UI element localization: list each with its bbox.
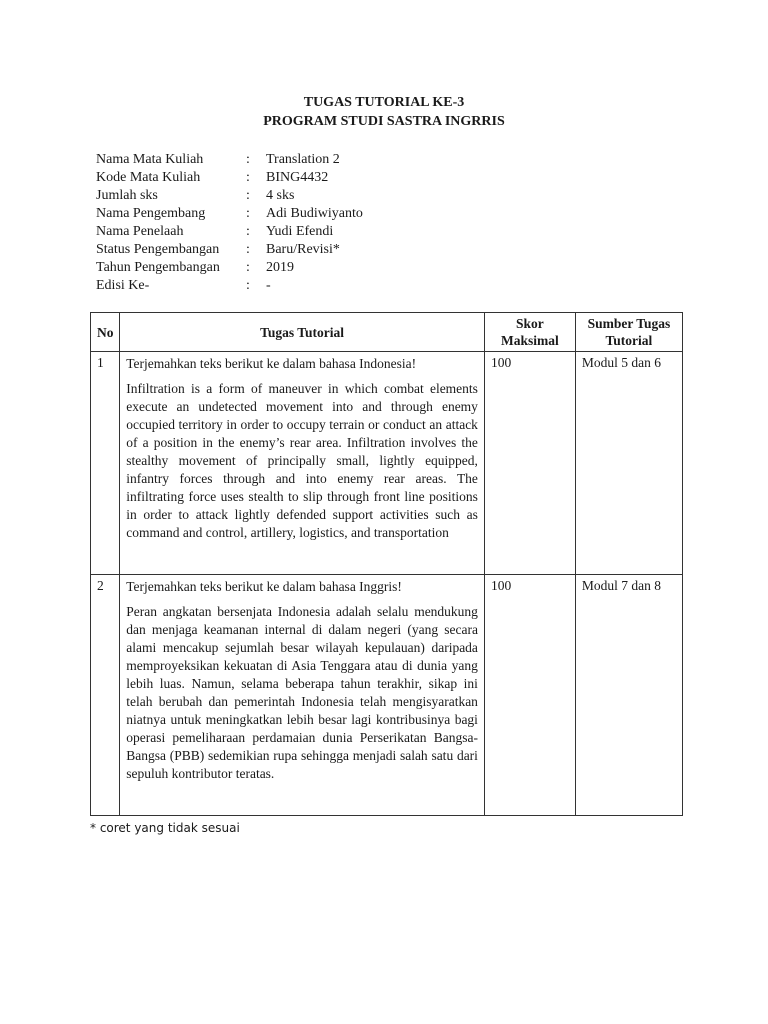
task-source: Modul 5 dan 6 [575,352,682,575]
course-info-value: - [266,278,271,293]
course-info-row [96,187,566,205]
task-cell [120,575,485,816]
document-title-line2: PROGRAM STUDI SASTRA INGRRIS [263,114,505,129]
course-info-label: Kode Mata Kuliah [96,170,201,185]
task-score: 100 [484,575,575,816]
colon: : [246,170,250,185]
colon: : [246,242,250,257]
course-info-row [96,169,566,187]
course-info-value: 4 sks [266,188,295,203]
task-passage: Infiltration is a form of maneuver in which combat elements execute an undetected movement into and through enemy occupied territory in order to occupy terrain or conduct an attack of a position in the enemy’s rear area. Infiltration involves the stealthy movement of principally small, lightly equipped, infantry forces through and into enemy rear areas. The infiltrating force uses stealth to slip through front line positions in order to attack lightly defended support activities such as command and control, artillery, logistics, and transportation [126,381,478,540]
table-row [91,575,683,816]
task-source: Modul 7 dan 8 [575,575,682,816]
course-info-value: Baru/Revisi* [266,242,340,257]
course-info-value: 2019 [266,260,294,275]
course-info-row [96,241,566,259]
colon: : [246,278,250,293]
task-instruction: Terjemahkan teks berikut ke dalam bahasa Inggris! [126,579,402,594]
course-info [96,151,566,295]
task-score: 100 [484,352,575,575]
course-info-label: Jumlah sks [96,188,158,203]
course-info-value: Translation 2 [266,152,340,167]
header-skor: Skor Maksimal [484,313,575,352]
course-info-value: BING4432 [266,170,329,185]
course-info-label: Nama Mata Kuliah [96,152,204,167]
task-passage: Peran angkatan bersenjata Indonesia adalah selalu mendukung dan menjaga keamanan internal di dalam negeri (yang secara alami mencakup sejumlah besar wilayah kepulauan) daripada memproyeksikan kekuatan di Asia Tenggara atau di dunia yang lebih luas. Namun, selama beberapa tahun terakhir, sikap ini telah berubah dan pemerintah Indonesia telah mengisyaratkan niatnya untuk meningkatkan lebih besar lagi kontribusinya bagi operasi pemeliharaan perdamaian dunia Perserikatan Bangsa-Bangsa (PBB) sedemikian rupa sehingga menjadi salah satu dari sepuluh kontributor teratas. [126,604,478,781]
tutorial-task-table [90,312,683,816]
course-info-label: Nama Penelaah [96,224,184,239]
course-info-row [96,151,566,169]
course-info-row [96,205,566,223]
header-task: Tugas Tutorial [120,313,485,352]
colon: : [246,260,250,275]
header-source: Sumber Tugas Tutorial [575,313,682,352]
document-title-line1: TUGAS TUTORIAL KE-3 [303,95,465,110]
course-info-label: Status Pengembangan [96,242,220,257]
task-number: 1 [91,352,120,575]
course-info-row [96,223,566,241]
task-instruction: Terjemahkan teks berikut ke dalam bahasa Indonesia! [126,356,417,371]
colon: : [246,188,250,203]
table-header-row [91,313,683,352]
task-number: 2 [91,575,120,816]
course-info-value: Adi Budiwiyanto [266,206,363,221]
course-info-value: Yudi Efendi [266,224,334,239]
task-cell [120,352,485,575]
header-no: No [91,313,120,352]
colon: : [246,206,250,221]
colon: : [246,224,250,239]
course-info-label: Edisi Ke- [96,278,150,293]
footnote: * coret yang tidak sesuai [90,821,240,835]
colon: : [246,152,250,167]
course-info-row [96,259,566,277]
table-row [91,352,683,575]
course-info-row [96,277,566,295]
course-info-label: Tahun Pengembangan [96,260,220,275]
course-info-label: Nama Pengembang [96,206,206,221]
